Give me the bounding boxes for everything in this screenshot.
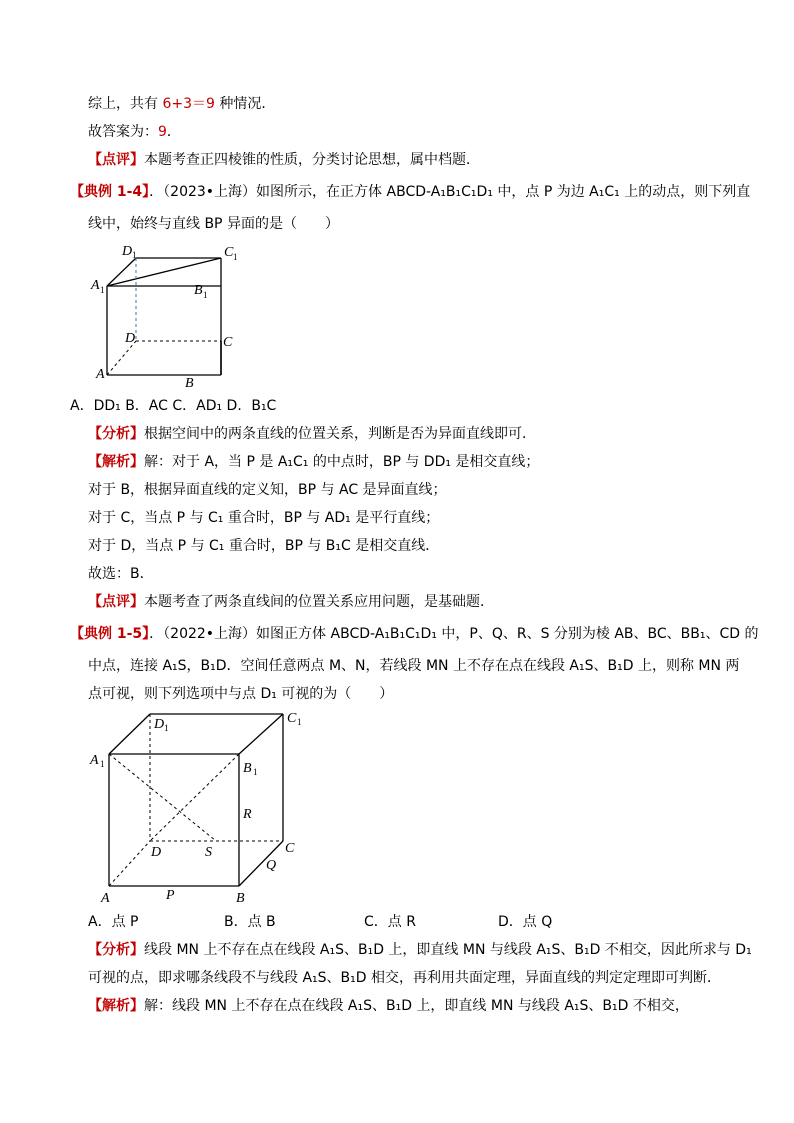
- example-tag: 【典例 1-4】: [70, 184, 150, 200]
- cube-figure-2: [86, 706, 308, 906]
- option-c: C．点 R: [364, 914, 416, 930]
- example-1-4-solution-3: 对于 C，当点 P 与 C₁ 重合时，BP 与 AD₁ 是平行直线；: [88, 510, 440, 526]
- svg-text:1: 1: [233, 252, 238, 262]
- label-A: A: [101, 891, 110, 906]
- label-A: A: [96, 367, 105, 382]
- label-R: R: [243, 807, 252, 822]
- label-C1: C: [287, 711, 297, 726]
- example-1-5-stem-line-2: 中点，连接 A₁S，B₁D．空间任意两点 M、N，若线段 MN 上不存在点在线段 A₁S、B₁D 上，则称 MN 两: [88, 658, 740, 674]
- summary-line-1: 综上，共有 6+3＝9 种情况．: [88, 96, 276, 112]
- option-b: B．点 B: [224, 914, 276, 930]
- example-1-5-stem-line-3: 点可视，则下列选项中与点 D₁ 可视的为（ ）: [88, 686, 394, 702]
- answer-value: 9: [158, 124, 167, 140]
- example-1-4-solution-1: 【解析】解：对于 A，当 P 是 A₁C₁ 的中点时，BP 与 DD₁ 是相交直线；: [88, 454, 540, 470]
- example-1-5-analysis-1: 【分析】线段 MN 上不存在点在线段 A₁S、B₁D 上，即直线 MN 与线段 A₁S、B₁D 不相交，因此所求与 D₁: [88, 942, 752, 958]
- count-expression: 6+3＝9: [162, 96, 215, 112]
- label-D1: D: [154, 717, 165, 732]
- example-1-4-options: A．DD₁ B．AC C．AD₁ D．B₁C: [70, 398, 277, 414]
- example-1-4-solution-4: 对于 D，当点 P 与 C₁ 重合时，BP 与 B₁C 是相交直线．: [88, 538, 440, 554]
- label-S: S: [205, 845, 212, 860]
- label-D: D: [125, 331, 136, 346]
- option-a: A．点 P: [88, 914, 139, 930]
- label-B: B: [236, 891, 245, 906]
- summary-line-2: 故答案为：9．: [88, 124, 181, 140]
- example-1-5-solution-1: 【解析】解：线段 MN 上不存在点在线段 A₁S、B₁D 上，即直线 MN 与线段 A₁S、B₁D 不相交，: [88, 998, 689, 1014]
- label-B: B: [185, 376, 194, 390]
- label-D: D: [151, 845, 162, 860]
- label-P: P: [166, 888, 175, 903]
- svg-text:1: 1: [253, 767, 258, 777]
- label-C1: C: [224, 245, 234, 260]
- example-1-4-stem-line-2: 线中，始终与直线 BP 异面的是（ ）: [88, 216, 339, 232]
- svg-text:1: 1: [297, 717, 302, 727]
- svg-text:1: 1: [203, 290, 208, 300]
- cube-figure-1: [86, 238, 246, 390]
- label-C: C: [223, 335, 233, 350]
- example-1-4-review: 【点评】本题考查了两条直线间的位置关系应用问题，是基础题．: [88, 594, 494, 610]
- example-1-4-answer: 故选：B．: [88, 566, 154, 582]
- option-d: D．点 Q: [498, 914, 553, 930]
- label-C: C: [285, 841, 295, 856]
- example-1-4-analysis: 【分析】根据空间中的两条直线的位置关系，判断是否为异面直线即可．: [88, 426, 536, 442]
- review-tag: 【点评】: [88, 152, 144, 168]
- label-D1: D: [122, 244, 133, 259]
- example-tag: 【典例 1-5】: [70, 626, 150, 642]
- example-1-4-stem-line-1: 【典例 1-4】．（2023•上海）如图所示，在正方体 ABCD-A₁B₁C₁D₁ 中，点 P 为边 A₁C₁ 上的动点，则下列直: [70, 184, 751, 200]
- example-1-5-analysis-2: 可视的点，即求哪条线段不与线段 A₁S、B₁D 相交，再利用共面定理，异面直线的判定定理即可判断．: [88, 970, 721, 986]
- example-1-5-stem-line-1: 【典例 1-5】．（2022•上海）如图正方体 ABCD-A₁B₁C₁D₁ 中，P、Q、R、S 分别为棱 AB、BC、BB₁、CD 的: [70, 626, 759, 642]
- svg-text:1: 1: [100, 285, 105, 295]
- label-A1: A: [90, 753, 99, 768]
- label-B1: B: [243, 761, 252, 776]
- svg-text:1: 1: [164, 723, 169, 733]
- svg-text:1: 1: [100, 759, 105, 769]
- summary-review: 【点评】本题考查正四棱锥的性质，分类讨论思想，属中档题．: [88, 152, 480, 168]
- label-A1: A: [91, 278, 100, 293]
- label-Q: Q: [266, 858, 277, 873]
- label-B1: B: [194, 283, 203, 298]
- example-1-4-solution-2: 对于 B，根据异面直线的定义知，BP 与 AC 是异面直线；: [88, 482, 447, 498]
- svg-text:1: 1: [132, 250, 137, 260]
